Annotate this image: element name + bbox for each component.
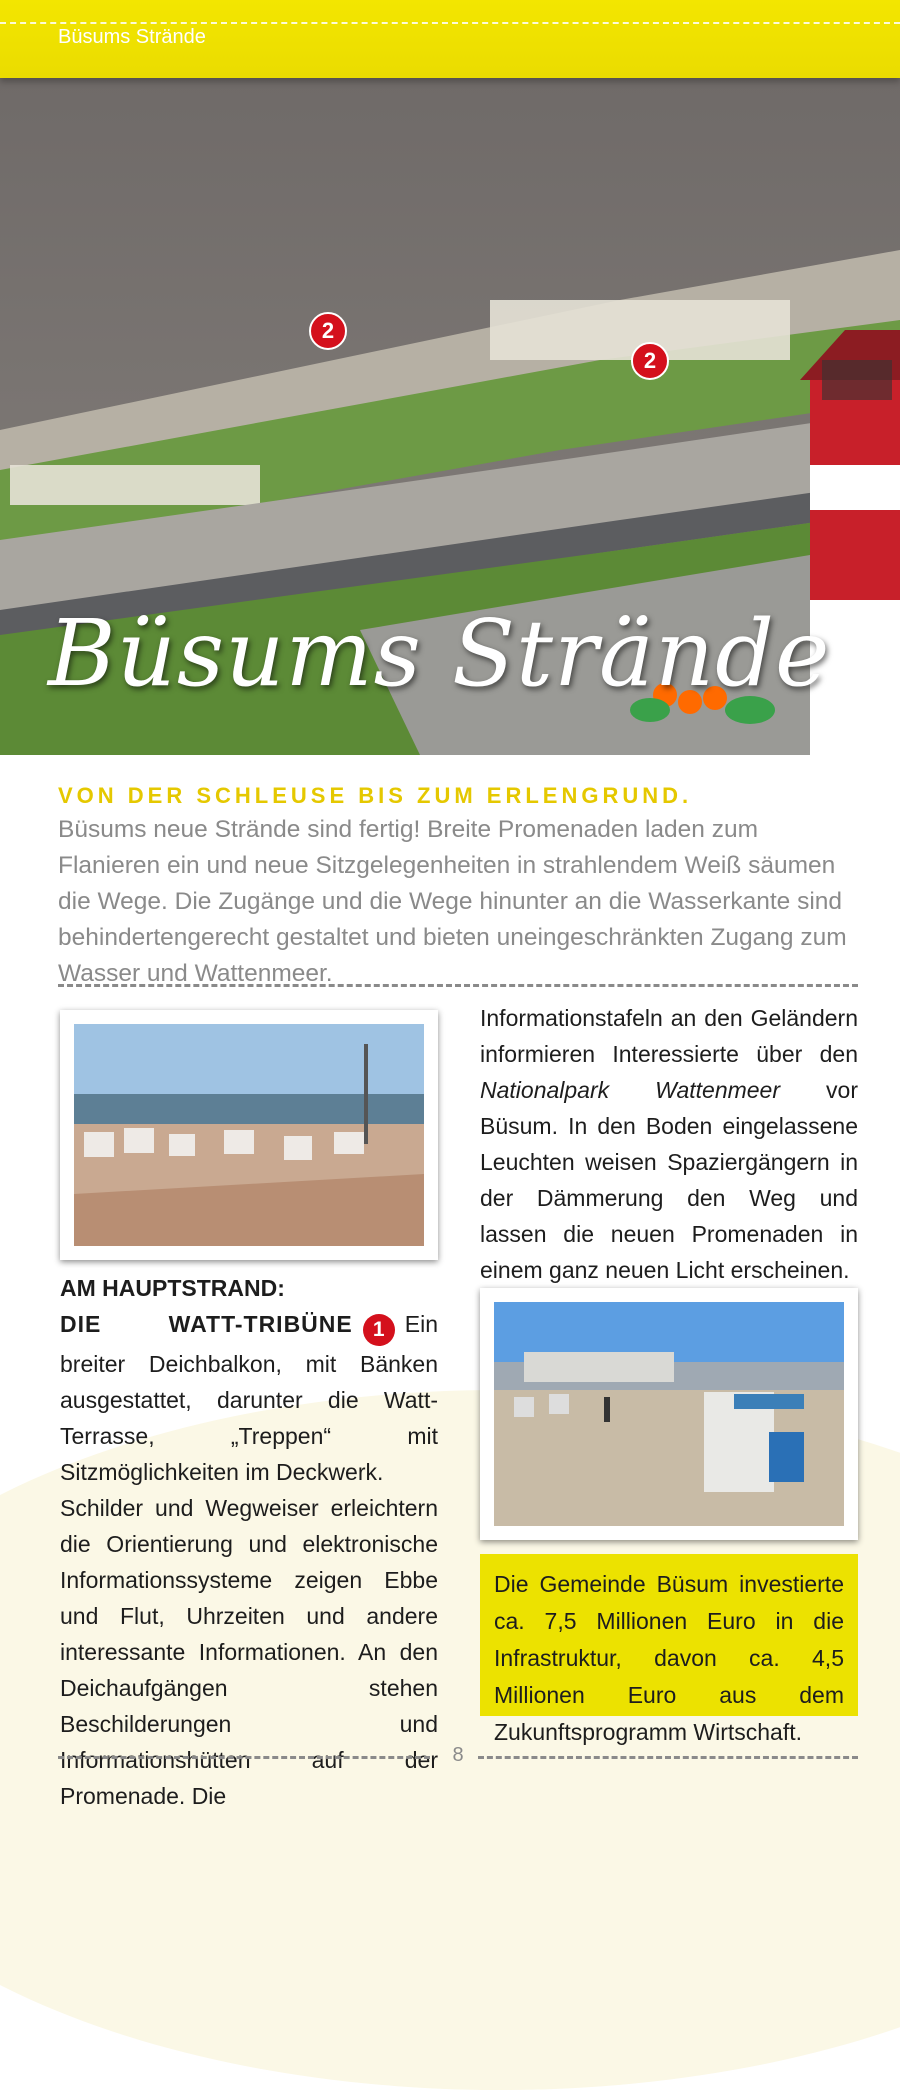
- right-text-part: Informationstafeln an den Geländern informieren Interessierte über den: [480, 1005, 858, 1067]
- intro-heading: VON DER SCHLEUSE BIS ZUM ERLENGRUND.: [58, 783, 693, 808]
- footer-rule-right: [478, 1756, 858, 1759]
- right-text-italic: Nationalpark Wattenmeer: [480, 1077, 781, 1103]
- section-heading: AM HAUPTSTRAND:: [60, 1275, 285, 1301]
- page-number: 8: [452, 1744, 464, 1766]
- map-marker-2: 2: [631, 342, 669, 380]
- photo-promenade: [480, 1288, 858, 1540]
- section-subheading: DIE WATT-TRIBÜNE: [60, 1311, 353, 1337]
- divider: [58, 984, 858, 987]
- intro-paragraph: Büsums neue Strände sind fertig! Breite Promenaden laden zum Flanieren ein und neue Sitzgelegenheiten in strahlendem Weiß säumen die Wege. Die Zugänge und die Wege hinunter an die Wasserkante sind behindertengerecht gestaltet und bieten uneingeschränkten Zugang zum Wasser und Wattenmeer.: [58, 816, 847, 987]
- photo-watt-tribuene: [60, 1010, 438, 1260]
- page-footer: [58, 1742, 858, 1772]
- header-stitching: [0, 22, 900, 24]
- left-column-text: [60, 1270, 438, 1814]
- map-marker-2: 2: [309, 312, 347, 350]
- header-bar: [0, 0, 900, 78]
- lead-text: Ein breiter Deichbalkon, mit Bänken ausgestattet, darunter die Watt-Terrasse, „Treppen“ mit Sitzmöglichkeiten im Deckwerk.: [60, 1311, 438, 1485]
- info-box: Die Gemeinde Büsum investierte ca. 7,5 Millionen Euro in die Infrastruktur, davon ca. 4,5 Millionen Euro aus dem Zukunftsprogramm Wirtschaft.: [480, 1554, 858, 1716]
- tribune-photo-image: [74, 1024, 424, 1246]
- promenade-photo-image: [494, 1302, 844, 1526]
- left-body-text: Schilder und Wegweiser erleichtern die Orientierung und elektronische Informationssysteme zeigen Ebbe und Flut, Uhrzeiten und andere interessante Informationen. An den Deichaufgängen stehen Beschilderungen und Informationshütten auf der Promenade. Die: [60, 1495, 438, 1809]
- map-marker-1: 1: [363, 1314, 395, 1346]
- section-label: Büsums Strände: [58, 26, 206, 48]
- right-text-part: vor Büsum. In den Boden eingelassene Leuchten weisen Spaziergängern in der Dämmerung den Weg und lassen die neuen Promenaden in einem ganz neuen Licht erscheinen.: [480, 1077, 858, 1283]
- page-title: Büsums Strände: [48, 600, 831, 707]
- right-column-text: [480, 1000, 858, 1288]
